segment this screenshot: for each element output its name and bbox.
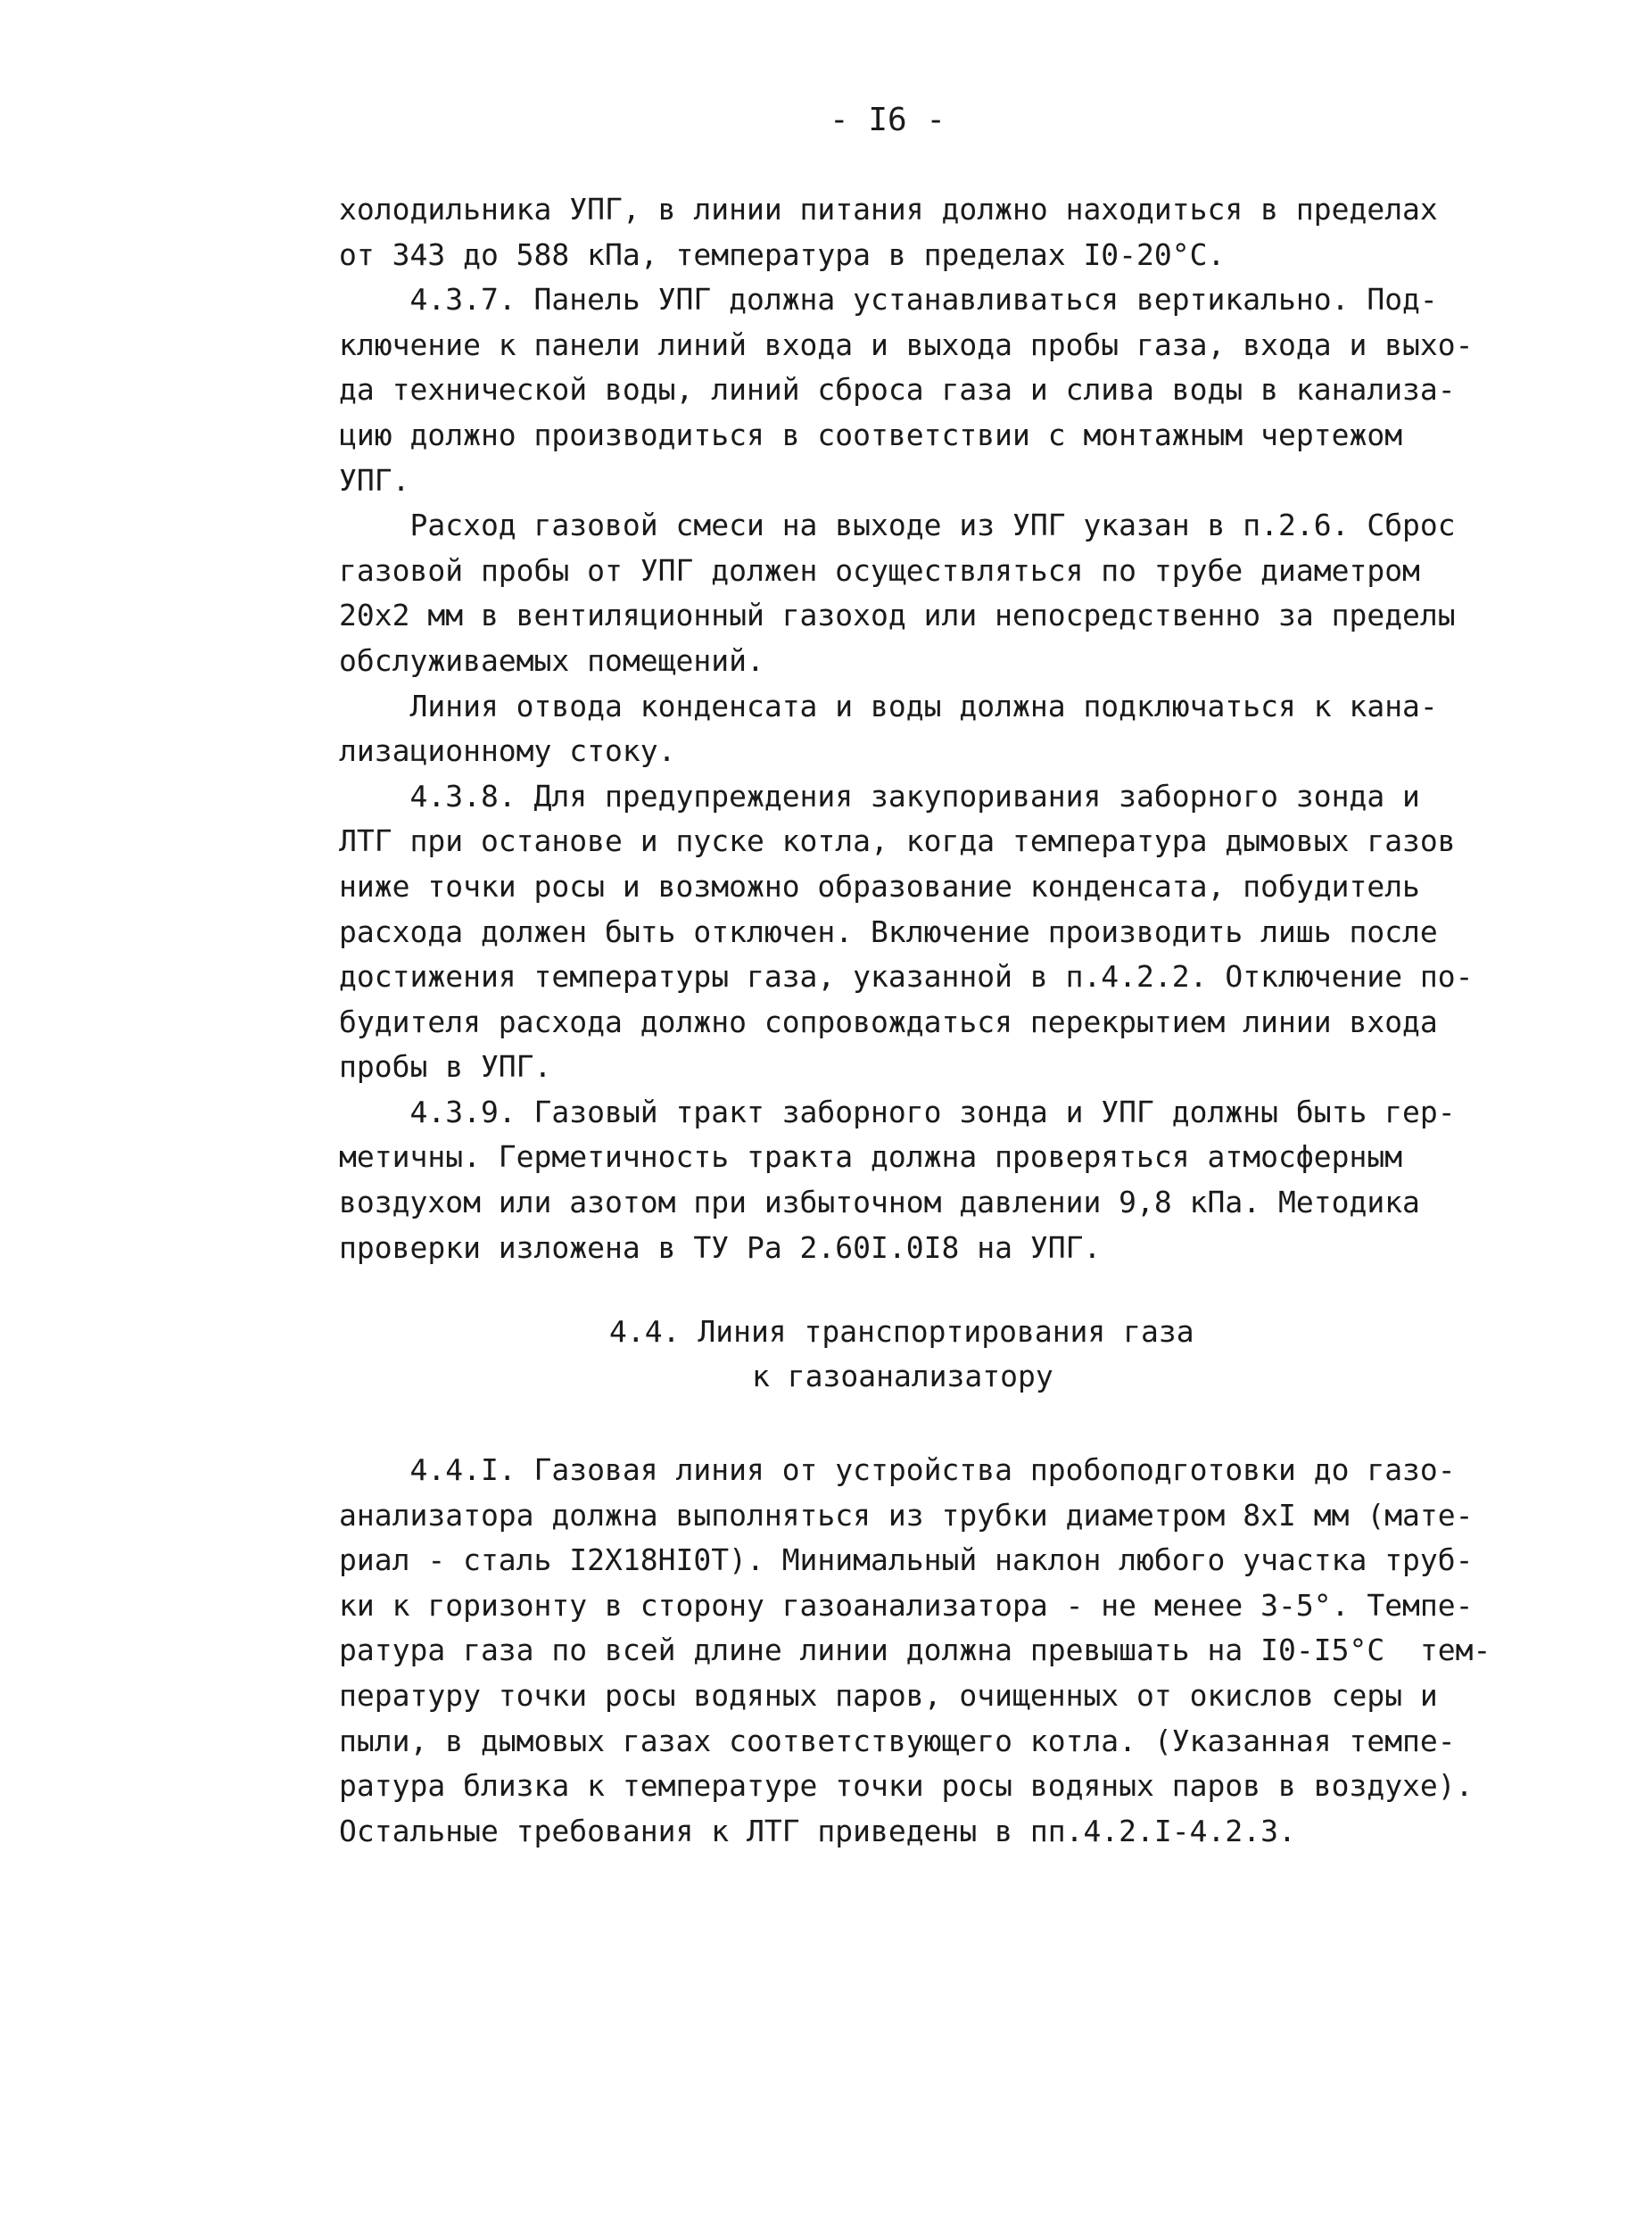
text-line: УПГ. [339, 462, 410, 498]
paragraph-4-3-9 [339, 1090, 1521, 1270]
text-line: Линия отвода конденсата и воды должна подключаться к кана- [339, 688, 1438, 723]
text-line: проверки изложена в ТУ Ра 2.60I.0I8 на УПГ. [339, 1229, 1102, 1265]
text-line: достижения температуры газа, указанной в п.4.2.2. Отключение по- [339, 959, 1474, 995]
text-line: воздухом или азотом при избыточном давлении 9,8 кПа. Методика [339, 1185, 1420, 1220]
text-line: 4.3.7. Панель УПГ должна устанавливаться вертикально. Под- [339, 282, 1438, 318]
body-text-lower [339, 1448, 1521, 1854]
text-line: ратура газа по всей длине линии должна превышать на I0-I5°С тем- [339, 1633, 1491, 1668]
text-line: метичны. Герметичность тракта должна проверяться атмосферным [339, 1139, 1403, 1175]
text-line: холодильника УПГ, в линии питания должно находиться в пределах [339, 192, 1438, 227]
paragraph-4-3-8 [339, 774, 1521, 1090]
paragraph-4-3-7 [339, 277, 1521, 503]
section-heading-line-2: к газоанализатору [752, 1359, 1053, 1393]
text-line: ки к горизонту в сторону газоанализатора - не менее 3-5°. Темпе- [339, 1587, 1474, 1623]
text-line: пературу точки росы водяных паров, очищенных от окислов серы и [339, 1677, 1438, 1713]
text-line: будителя расхода должно сопровождаться перекрытием линии входа [339, 1004, 1438, 1039]
text-line: ниже точки росы и возможно образование конденсата, побудитель [339, 868, 1420, 904]
text-line: риал - сталь I2Х18НI0Т). Минимальный наклон любого участка труб- [339, 1542, 1474, 1578]
text-line: пыли, в дымовых газах соответствующего котла. (Указанная темпе- [339, 1723, 1456, 1758]
text-line: ЛТГ при останове и пуске котла, когда температура дымовых газов [339, 823, 1456, 859]
text-line: расхода должен быть отключен. Включение производить лишь после [339, 913, 1438, 949]
paragraph-4-4-1 [339, 1448, 1521, 1854]
text-line: Остальные требования к ЛТГ приведены в пп.4.2.I-4.2.3. [339, 1813, 1296, 1848]
page-number: - I6 - [830, 102, 946, 138]
text-line: обслуживаемых помещений. [339, 642, 764, 678]
text-line: ратура близка к температуре точки росы водяных паров в воздухе). [339, 1768, 1474, 1804]
text-line: ключение к панели линий входа и выхода пробы газа, входа и выхо- [339, 327, 1474, 362]
text-line: газовой пробы от УПГ должен осуществляться по трубе диаметром [339, 552, 1420, 588]
text-line: от 343 до 588 кПа, температура в пределах I0-20°С. [339, 236, 1226, 272]
text-line: лизационному стоку. [339, 733, 676, 769]
paragraph-cooler-conditions [339, 187, 1521, 277]
text-line: пробы в УПГ. [339, 1049, 552, 1085]
text-line: 4.3.8. Для предупреждения закупоривания заборного зонда и [339, 778, 1420, 814]
section-heading-line-1: 4.4. Линия транспортирования газа [609, 1314, 1194, 1349]
body-text-upper [339, 187, 1521, 1270]
text-line: 4.3.9. Газовый тракт заборного зонда и УПГ должны быть гер- [339, 1094, 1456, 1129]
text-line: анализатора должна выполняться из трубки диаметром 8хI мм (мате- [339, 1497, 1474, 1533]
text-line: 4.4.I. Газовая линия от устройства пробоподготовки до газо- [339, 1452, 1456, 1487]
paragraph-gas-flow [339, 503, 1521, 683]
text-line: да технической воды, линий сброса газа и слива воды в канализа- [339, 372, 1456, 408]
text-line: цию должно производиться в соответствии с монтажным чертежом [339, 417, 1403, 452]
text-line: 20х2 мм в вентиляционный газоход или непосредственно за пределы [339, 598, 1456, 633]
paragraph-condensate-line [339, 684, 1521, 774]
text-line: Расход газовой смеси на выходе из УПГ указан в п.2.6. Сброс [339, 508, 1456, 543]
